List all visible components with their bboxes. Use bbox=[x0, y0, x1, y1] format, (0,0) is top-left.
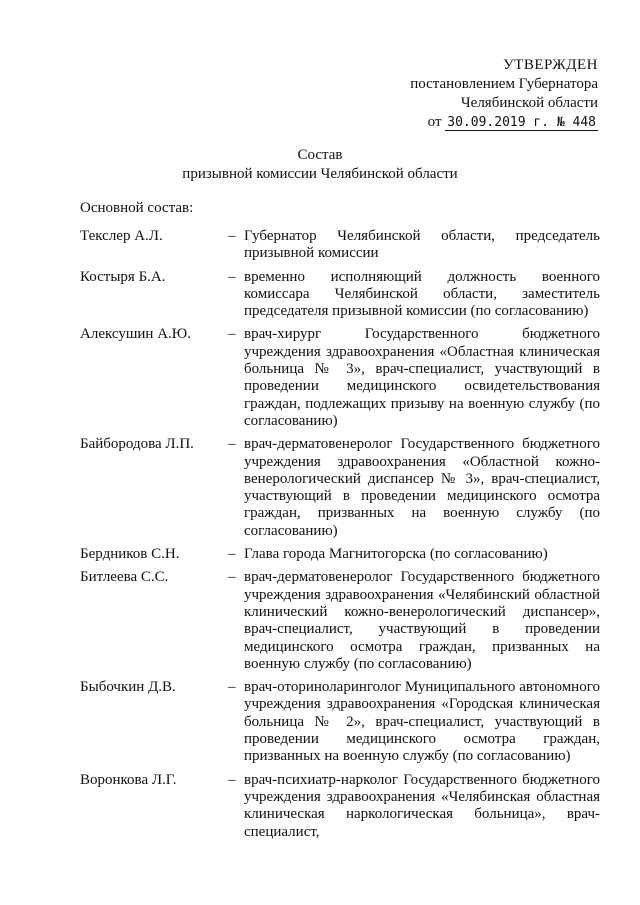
member-row bbox=[80, 228, 600, 263]
member-row bbox=[80, 679, 600, 765]
approval-date-line bbox=[410, 113, 598, 132]
member-name: Байбородова Л.П. bbox=[80, 436, 194, 453]
approval-date-prefix: от bbox=[427, 114, 442, 130]
member-dash: – bbox=[228, 679, 236, 696]
section-label: Основной состав: bbox=[80, 200, 194, 216]
title-line-1: Состав bbox=[297, 147, 343, 163]
approval-block bbox=[410, 56, 598, 132]
approval-heading: УТВЕРЖДЕН bbox=[503, 57, 598, 73]
approval-line-2: Челябинской области bbox=[460, 95, 598, 111]
member-role: врач-оториноларинголог Муниципального автономного учреждения здравоохранения «Городская клиническая больница № 2», врач-специалист, участвующий в проведении медицинского осмотра граждан, призванных на военную службу (по согласованию) bbox=[244, 679, 600, 765]
member-role: врач-дерматовенеролог Государственного бюджетного учреждения здравоохранения «Челябинский областной клинический кожно-венерологический диспансер», врач-специалист, участвующий в проведении медицинского осмотра граждан, призванных на военную службу (по согласованию) bbox=[244, 569, 600, 672]
member-role: временно исполняющий должность военного комиссара Челябинской области, заместитель председателя призывной комиссии (по согласованию) bbox=[244, 268, 600, 320]
title-line-2: призывной комиссии Челябинской области bbox=[182, 166, 458, 182]
member-row bbox=[80, 326, 600, 430]
member-row bbox=[80, 772, 600, 841]
member-role: врач-хирург Государственного бюджетного учреждения здравоохранения «Областная клиническая больница № 3», врач-специалист, участвующий в проведении медицинского освидетельствования граждан, подлежащих призыву на военную службу (по согласованию) bbox=[244, 326, 600, 429]
member-role: врач-психиатр-нарколог Государственного бюджетного учреждения здравоохранения «Челябинская областная клиническая наркологическая больница», врач-специалист, bbox=[244, 771, 600, 840]
member-dash: – bbox=[228, 268, 236, 285]
approval-date-value: 30.09.2019 г. № 448 bbox=[447, 115, 596, 130]
member-row bbox=[80, 569, 600, 673]
member-dash: – bbox=[228, 228, 236, 244]
member-name: Алексушин А.Ю. bbox=[80, 326, 191, 343]
member-name: Текслер А.Л. bbox=[80, 228, 163, 244]
member-name: Битлеева С.С. bbox=[80, 569, 169, 586]
member-row bbox=[80, 269, 600, 321]
member-dash: – bbox=[228, 771, 236, 788]
member-role: Глава города Магнитогорска (по согласованию) bbox=[244, 546, 548, 563]
member-dash: – bbox=[228, 326, 236, 343]
member-role: врач-дерматовенеролог Государственного бюджетного учреждения здравоохранения «Областной кожно-венерологический диспансер № 3», врач-специалист, участвующий в проведении медицинского осмотра граждан, призванных на военную службу (по согласованию) bbox=[244, 436, 600, 539]
members-list bbox=[80, 228, 600, 847]
member-name: Костыря Б.А. bbox=[80, 268, 166, 285]
member-dash: – bbox=[228, 546, 236, 563]
member-name: Быбочкин Д.В. bbox=[80, 679, 176, 696]
member-name: Бердников С.Н. bbox=[80, 546, 180, 563]
member-row bbox=[80, 546, 600, 563]
member-name: Воронкова Л.Г. bbox=[80, 771, 177, 788]
member-dash: – bbox=[228, 569, 236, 586]
member-dash: – bbox=[228, 436, 236, 453]
member-role: Губернатор Челябинской области, председатель призывной комиссии bbox=[244, 228, 600, 262]
approval-line-1: постановлением Губернатора bbox=[410, 76, 598, 92]
member-row bbox=[80, 436, 600, 540]
document-title bbox=[0, 146, 640, 184]
